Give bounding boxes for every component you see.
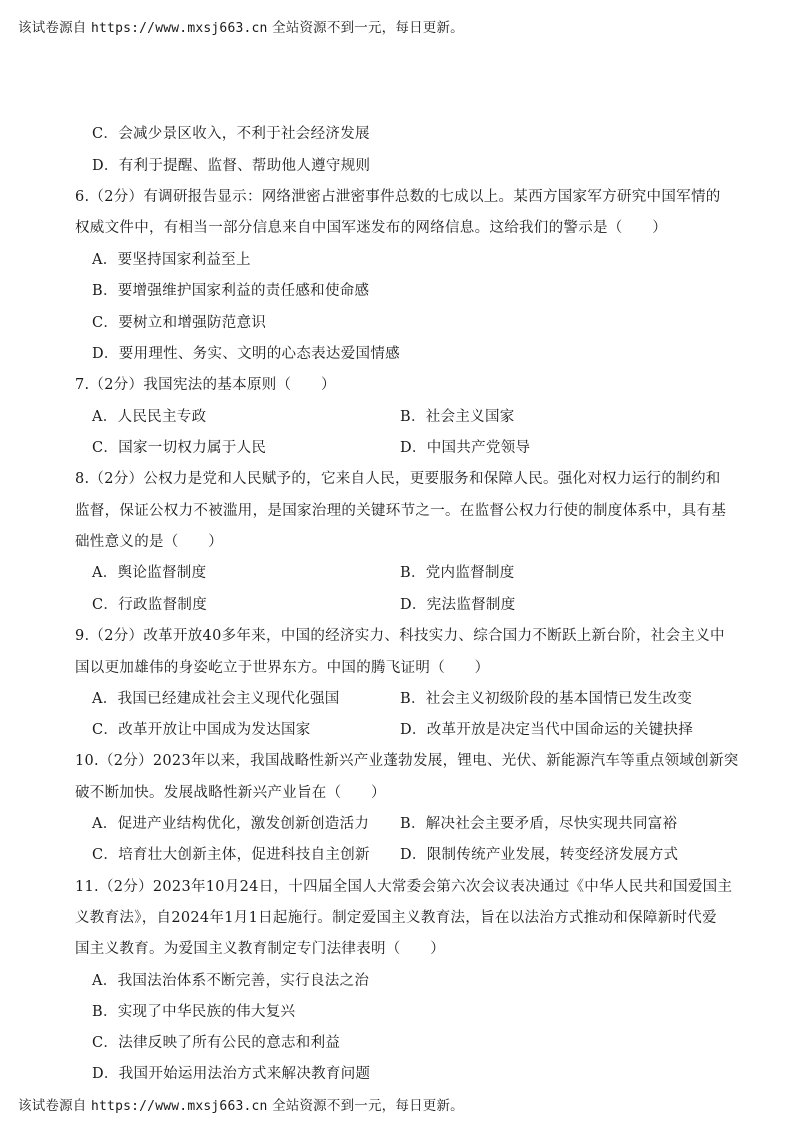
q11-stem-line3: 国主义教育。为爱国主义教育制定专门法律表明（ ） (75, 941, 445, 957)
q6-stem-line1: 6.（2分）有调研报告显示：网络泄密占泄密事件总数的七成以上。某西方国家军方研究中国军情的 (75, 189, 721, 205)
q6-option-d: D．要用理性、务实、文明的心态表达爱国情感 (92, 346, 400, 362)
q8-option-c: C．行政监督制度 (92, 597, 207, 613)
header-prefix: 该试卷源自 (18, 20, 91, 36)
q11-option-d: D．我国开始运用法治方式来解决教育问题 (92, 1066, 371, 1082)
q8-stem-line1: 8.（2分）公权力是党和人民赋予的，它来自人民，更要服务和保障人民。强化对权力运行的制约和 (75, 471, 721, 487)
q9-option-b: B．社会主义初级阶段的基本国情已发生改变 (400, 691, 693, 707)
q11-option-c: C．法律反映了所有公民的意志和利益 (92, 1035, 341, 1051)
q10-stem-line2: 破不断加快。发展战略性新兴产业旨在（ ） (75, 785, 386, 801)
q9-option-d: D．改革开放是决定当代中国命运的关键抉择 (400, 722, 694, 738)
q8-stem-line2: 监督，保证公权力不被滥用，是国家治理的关键环节之一。在监督公权力行使的制度体系中，具有基 (75, 503, 727, 519)
q9-option-a: A．我国已经建成社会主义现代化强国 (92, 691, 340, 707)
q7-option-d: D．中国共产党领导 (400, 440, 531, 456)
q7-option-b: B．社会主义国家 (400, 409, 515, 425)
q7-option-c: C．国家一切权力属于人民 (92, 440, 267, 456)
q6-option-a: A．要坚持国家利益至上 (92, 252, 251, 268)
q9-stem-line2: 国以更加雄伟的身姿屹立于世界东方。中国的腾飞证明（ ） (75, 660, 490, 676)
q11-stem-line1: 11.（2分）2023年10月24日，十四届全国人大常委会第六次会议表决通过《中华人民共和国爱国主 (75, 879, 733, 895)
q6-stem-line2: 权威文件中，有相当一部分信息来自中国军迷发布的网络信息。这给我们的警示是（ ） (75, 220, 667, 236)
q9-stem-line1: 9.（2分）改革开放40多年来，中国的经济实力、科技实力、综合国力不断跃上新台阶，社会主义中 (75, 628, 725, 644)
q11-stem-line2: 义教育法》，自2024年1月1日起施行。制定爱国主义教育法，旨在以法治方式推动和保障新时代爱 (75, 910, 717, 926)
footer-prefix: 该试卷源自 (18, 1098, 91, 1114)
footer-url-link[interactable]: https://www.mxsj663.cn (91, 1099, 268, 1114)
q8-option-b: B．党内监督制度 (400, 565, 515, 581)
q8-stem-line3: 础性意义的是（ ） (75, 534, 223, 550)
q8-option-d: D．宪法监督制度 (400, 597, 516, 613)
q10-option-a: A．促进产业结构优化，激发创新创造活力 (92, 816, 370, 832)
q6-option-b: B．要增强维护国家利益的责任感和使命感 (92, 283, 370, 299)
q7-option-a: A．人民民主专政 (92, 409, 207, 425)
q7-stem-line1: 7.（2分）我国宪法的基本原则（ ） (75, 377, 336, 393)
q10-option-b: B．解决社会主要矛盾，尽快实现共同富裕 (400, 816, 678, 832)
q5-option-c: C．会减少景区收入，不利于社会经济发展 (92, 126, 370, 142)
q9-option-c: C．改革开放让中国成为发达国家 (92, 722, 311, 738)
q5-option-d: D．有利于提醒、监督、帮助他人遵守规则 (92, 158, 371, 174)
q8-option-a: A．舆论监督制度 (92, 565, 207, 581)
q11-option-b: B．实现了中华民族的伟大复兴 (92, 1004, 296, 1020)
header-suffix: 全站资源不到一元，每日更新。 (267, 20, 464, 36)
footer-suffix: 全站资源不到一元，每日更新。 (267, 1098, 464, 1114)
q10-option-d: D．限制传统产业发展，转变经济发展方式 (400, 847, 679, 863)
q11-option-a: A．我国法治体系不断完善，实行良法之治 (92, 973, 370, 989)
q10-option-c: C．培育壮大创新主体，促进科技自主创新 (92, 847, 370, 863)
q10-stem-line1: 10.（2分）2023年以来，我国战略性新兴产业蓬勃发展，锂电、光伏、新能源汽车等重点领域创新突 (75, 753, 739, 769)
header-url-link[interactable]: https://www.mxsj663.cn (91, 21, 268, 36)
page-footer (18, 1094, 464, 1114)
q6-option-c: C．要树立和增强防范意识 (92, 315, 267, 331)
